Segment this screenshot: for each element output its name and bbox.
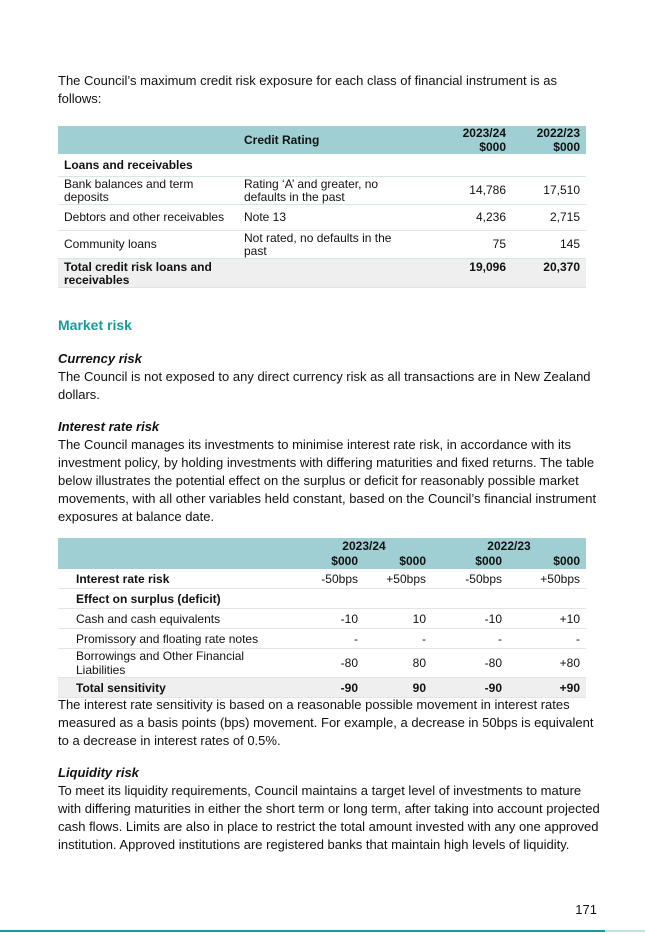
credit-risk-table bbox=[58, 126, 586, 288]
interest-rate-risk-section bbox=[58, 418, 603, 526]
page-number: 171 bbox=[575, 902, 597, 917]
table-row: Promissory and floating rate notes - - - - bbox=[58, 629, 586, 649]
year2-header: 2022/23 bbox=[432, 538, 586, 553]
currency-risk-heading: Currency risk bbox=[58, 351, 142, 366]
interest-rate-risk-text: The Council manages its investments to minimise interest rate risk, in accordance with its investment policy, by holding investments with differing maturities and fixed returns. The table below illustrates the potential effect on the surplus or deficit for reasonably possible market movements, with all other variables held constant, based on the Council’s financial instrument exposures at balance date. bbox=[58, 437, 597, 524]
year2-header: 2022/23 $000 bbox=[512, 126, 586, 154]
currency-risk-section bbox=[58, 350, 603, 404]
footer-rule-accent bbox=[605, 930, 645, 932]
table-row: Community loans Not rated, no defaults in the past 75 145 bbox=[58, 231, 586, 259]
table-row: Bank balances and term deposits Rating ‘A’ and greater, no defaults in the past 14,786 17,510 bbox=[58, 177, 586, 205]
table-row: Cash and cash equivalents -10 10 -10 +10 bbox=[58, 609, 586, 629]
credit-rating-header: Credit Rating bbox=[238, 126, 400, 154]
total-row: Total credit risk loans and receivables 19,096 20,370 bbox=[58, 259, 586, 288]
market-risk-heading: Market risk bbox=[58, 317, 132, 333]
liquidity-risk-section bbox=[58, 764, 603, 854]
footer-rule bbox=[0, 930, 605, 932]
table-row: Effect on surplus (deficit) bbox=[58, 589, 586, 609]
sensitivity-note: The interest rate sensitivity is based on a reasonable possible movement in interest rates measured as a basis points (bps) movement. For example, a decrease in 50bps is equivalent to a decrease in interest rates of 0.5%. bbox=[58, 697, 594, 748]
liquidity-risk-heading: Liquidity risk bbox=[58, 765, 139, 780]
group-row: Loans and receivables bbox=[58, 154, 586, 177]
year1-header: 2023/24 bbox=[296, 538, 432, 553]
table-row: Debtors and other receivables Note 13 4,236 2,715 bbox=[58, 205, 586, 231]
interest-sensitivity-table: 2023/24 2022/23 $000 $000 $000 $000 Interest rate risk -50bps +50bps -50bps +50bps Effect on surplus (deficit) Cash and cash equivalents -10 10 -10 +10 Promissory and floating rate notes - - - - Borrowings and Other Financial Liabilities -80 80 -80 +80 Total sensitivity -90 90 -90 +90 bbox=[58, 538, 586, 698]
credit-table-header bbox=[58, 126, 586, 154]
table-row: Interest rate risk -50bps +50bps -50bps +50bps bbox=[58, 569, 586, 589]
year1-header: 2023/24 $000 bbox=[400, 126, 512, 154]
liquidity-risk-text: To meet its liquidity requirements, Council maintains a target level of investments to mature with differing maturities in either the short term or long term, after taking into account projected cash flows. Limits are also in place to restrict the total amount invested with any one approved institution. Approved institutions are registered banks that maintain high levels of liquidity. bbox=[58, 783, 600, 852]
total-row: Total sensitivity -90 90 -90 +90 bbox=[58, 678, 586, 698]
interest-rate-risk-heading: Interest rate risk bbox=[58, 419, 160, 434]
table-row: Borrowings and Other Financial Liabilities -80 80 -80 +80 bbox=[58, 649, 586, 678]
intro-paragraph: The Council’s maximum credit risk exposure for each class of financial instrument is as follows: bbox=[58, 73, 558, 106]
currency-risk-text: The Council is not exposed to any direct currency risk as all transactions are in New Zealand dollars. bbox=[58, 369, 591, 402]
